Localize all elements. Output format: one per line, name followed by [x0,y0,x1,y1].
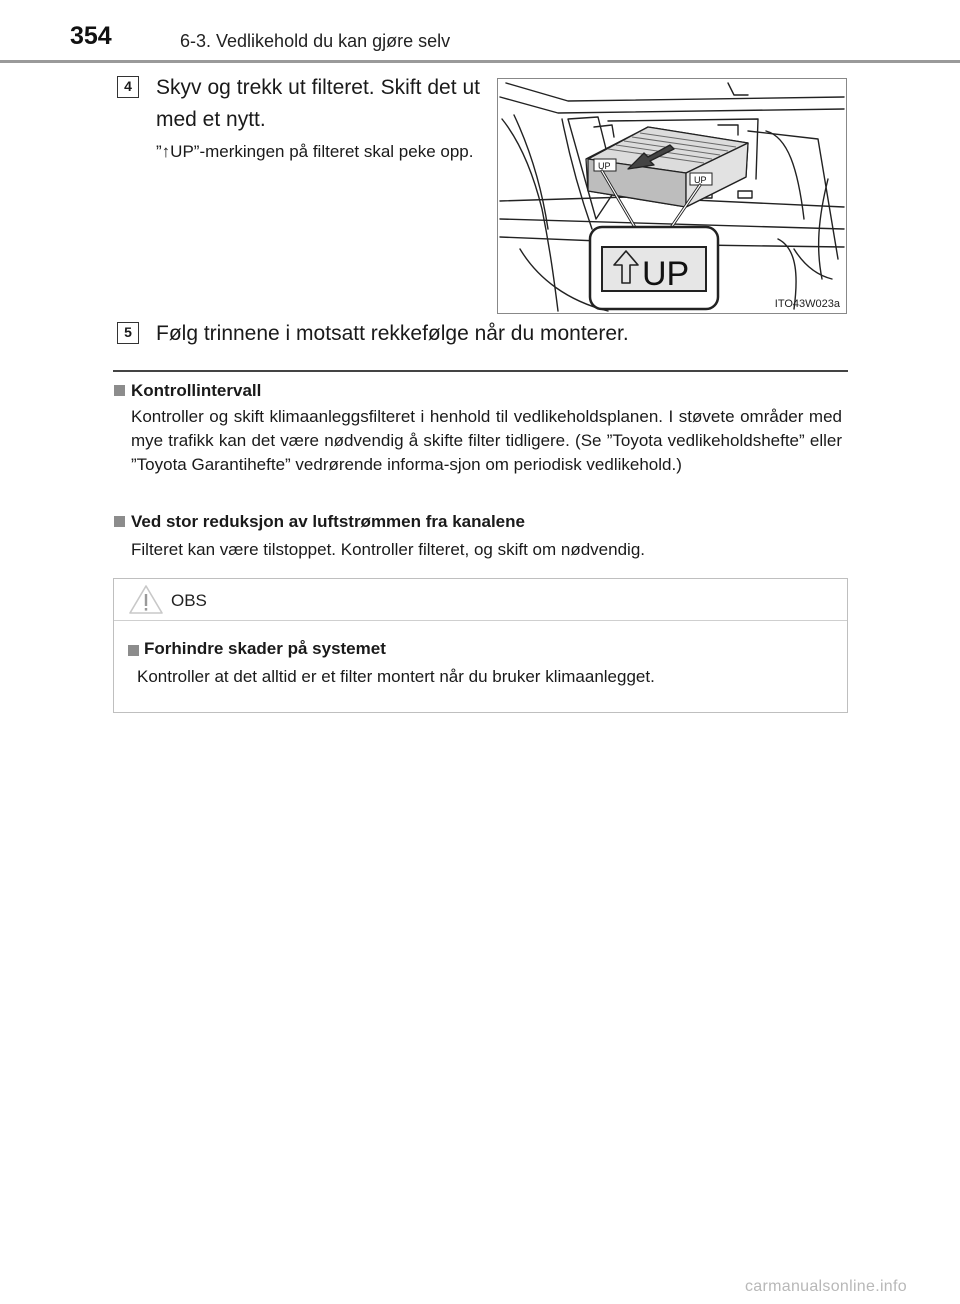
small-up-label-left [594,159,616,171]
large-up-callout [590,227,718,309]
step-5-text: Følg trinnene i motsatt rekkefølge når du monterer. [156,322,629,345]
small-up-text-left: UP [598,161,611,171]
step-4-text: Skyv og trekk ut filteret. Skift det ut med et nytt. [156,76,480,131]
step-4-note [156,140,480,163]
step-number-4: 4 [117,76,139,98]
section-body-airflow-reduction: Filteret kan være tilstoppet. Kontroller filteret, og skift om nødvendig. [131,540,646,559]
notice-box [113,578,848,713]
figure-code: ITO43W023a [774,298,840,310]
notice-header [114,579,847,621]
section-heading-inspection-interval: Kontrollintervall [131,381,262,400]
filter-illustration [497,78,847,314]
header-rule [0,60,960,63]
section-divider [113,370,848,372]
note-open-quote: ” [156,142,162,161]
section-body-inspection-interval: Kontroller og skift klimaanleggsfilteret i henhold til vedlikeholdsplanen. I støvete områder med mye trafikk kan det være nødvendig å skifte filter tidligere. (Se ”Toyota vedlikeholdshefte” eller ”Toyota Garantihefte” vedrørende informa-sjon om periodisk vedlikehold.) [131,407,842,474]
square-bullet-icon [114,385,125,396]
small-up-label-right [690,173,712,185]
square-bullet-icon [114,516,125,527]
up-arrow-icon: ↑ [161,142,171,161]
step-number-5: 5 [117,322,139,344]
page-number: 354 [70,22,112,50]
notice-heading: Forhindre skader på systemet [144,639,386,658]
notice-title: OBS [171,591,207,610]
glovebox-filter-drawing [498,79,846,313]
section-title: 6-3. Vedlikehold du kan gjøre selv [180,31,451,51]
warning-triangle-icon [128,583,164,615]
notice-body: Kontroller at det alltid er et filter montert når du bruker klimaanlegget. [137,667,655,686]
section-heading-airflow-reduction: Ved stor reduksjon av luftstrømmen fra kanalene [131,512,525,531]
square-bullet-icon [128,645,139,656]
large-up-text: UP [642,255,690,293]
note-text: UP”-merkingen på filteret skal peke opp. [170,142,474,161]
watermark: carmanualsonline.info [745,1278,907,1295]
small-up-text-right: UP [694,175,707,185]
